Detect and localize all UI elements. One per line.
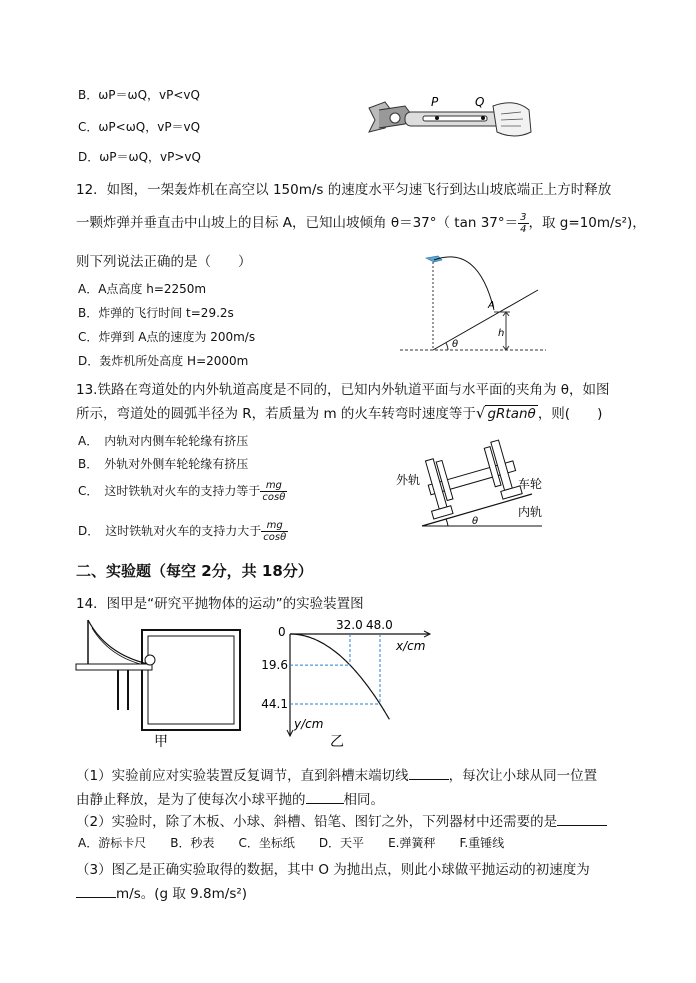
q13-line2 — [76, 402, 602, 422]
q13-option-d — [78, 520, 288, 543]
blank-1[interactable] — [409, 767, 449, 780]
x-tick-label-0: 32.0 — [336, 618, 363, 632]
q12-line2-b: ，取 g=10m/s²)， — [528, 215, 646, 231]
q12-option-d: D．轰炸机所处高度 H=2000m — [78, 354, 249, 368]
plane-icon — [426, 256, 442, 262]
apparatus-jia — [76, 614, 246, 750]
mg-cos-fraction-c — [260, 480, 287, 503]
q14-sub1-line2 — [76, 788, 384, 808]
blank-2[interactable] — [306, 791, 344, 804]
label-wheel: 车轮 — [518, 477, 543, 491]
q11-option-d: D．ωP＝ωQ，vP>vQ — [78, 150, 201, 164]
wrench-figure — [365, 92, 535, 144]
q14-sub1-c: 由静止释放，是为了使每次小球平抛的 — [76, 792, 306, 808]
label-theta: θ — [452, 339, 459, 350]
q13-option-c — [78, 480, 287, 503]
label-yi: 乙 — [330, 734, 344, 750]
frac-den-d: cosθ — [263, 532, 287, 543]
trajectory-chart-yi — [261, 616, 440, 750]
q12-option-b: B．炸弹的飞行时间 t=29.2s — [78, 306, 234, 320]
label-inner-rail: 内轨 — [518, 505, 543, 519]
chart-origin: 0 — [278, 625, 286, 639]
q12-line2-a: 一颗炸弹并垂直击中山坡上的目标 A，已知山坡倾角 θ＝37°（ tan 37°＝ — [76, 215, 519, 231]
q13-option-c-text: C． 这时铁轨对火车的支持力等于 — [78, 484, 261, 498]
q14-sub3-line1: （3）图乙是正确实验取得的数据，其中 O 为抛出点，则此小球做平抛运动的初速度为 — [76, 862, 590, 878]
q13-option-a: A． 内轨对内侧车轮轮缘有挤压 — [78, 434, 249, 448]
q13-option-d-text: D． 这时铁轨对火车的支持力大于 — [78, 524, 262, 538]
mg-cos-fraction-d — [261, 520, 288, 543]
train-rail-figure — [392, 432, 552, 532]
label-theta-rail: θ — [472, 516, 479, 527]
tan-fraction — [518, 212, 528, 235]
q13-option-b: B． 外轨对外侧车轮轮缘有挤压 — [78, 457, 249, 471]
frac-den: 4 — [520, 223, 527, 235]
q14-sub2-options: A．游标卡尺 B．秒表 C．坐标纸 D．天平 E.弹簧秤 F.重锤线 — [78, 836, 505, 850]
q12-line2 — [76, 211, 646, 235]
trajectory-curve — [290, 634, 389, 719]
frac-den-c: cosθ — [262, 492, 286, 503]
chart-x-label: x/cm — [396, 639, 426, 653]
blank-3[interactable] — [557, 813, 607, 826]
q14-sub3-line2 — [76, 882, 247, 902]
bomber-slope-figure — [398, 248, 548, 358]
q11-option-b: B．ωP＝ωQ，vP<vQ — [78, 88, 200, 102]
q13-line1: 13.铁路在弯道处的内外轨道高度是不同的，已知内外轨道平面与水平面的夹角为 θ，如图 — [76, 382, 610, 398]
q12-option-c: C．炸弹到 A点的速度为 200m/s — [78, 330, 256, 344]
q14-sub1-line1 — [76, 764, 597, 784]
blank-4[interactable] — [76, 885, 116, 898]
q14-line1: 14．图甲是“研究平抛物体的运动”的实验装置图 — [76, 596, 364, 612]
sqrt-expression: gRtanθ — [487, 406, 536, 422]
frac-num-d: mg — [261, 520, 288, 532]
q11-option-c: C．ωP<ωQ，vP＝vQ — [78, 120, 201, 134]
frac-num-c: mg — [260, 480, 287, 492]
q14-sub1-d: 相同。 — [343, 792, 384, 808]
q13-line2-b: ，则( ) — [537, 406, 603, 422]
label-p: P — [431, 95, 439, 109]
frac-num: 3 — [520, 211, 527, 223]
q12-line3: 则下列说法正确的是（ ） — [76, 254, 252, 270]
q14-sub1-a: （1）实验前应对实验装置反复调节，直到斜槽末端切线 — [76, 768, 409, 784]
y-tick-label-0: 19.6 — [261, 658, 288, 673]
q12-option-a: A．A点高度 h=2250m — [78, 282, 207, 296]
q14-sub1-b: ，每次让小球从同一位置 — [448, 768, 598, 784]
x-tick-label-1: 48.0 — [366, 618, 393, 632]
q12-line1: 12．如图，一架轰炸机在高空以 150m/s 的速度水平匀速飞行到达山坡底端正上方时释放 — [76, 182, 612, 198]
y-tick-label-1: 44.1 — [261, 697, 288, 711]
q14-sub3-b: m/s。(g 取 9.8m/s²) — [116, 886, 248, 902]
label-outer-rail: 外轨 — [396, 473, 421, 487]
label-h: h — [498, 328, 505, 339]
q14-sub2-text: （2）实验时，除了木板、小球、斜槽、铅笔、图钉之外，下列器材中还需要的是 — [76, 814, 558, 830]
label-jia: 甲 — [154, 734, 168, 750]
sqrt-icon: √ — [475, 404, 486, 422]
label-a: A — [488, 300, 495, 311]
chart-y-label: y/cm — [294, 717, 324, 731]
q13-line2-a: 所示，弯道处的圆弧半径为 R，若质量为 m 的火车转弯时速度等于 — [76, 406, 476, 422]
q14-sub2 — [76, 810, 607, 830]
label-q: Q — [475, 95, 485, 109]
section-title: 二、实验题（每空 2分，共 18分） — [76, 562, 313, 580]
